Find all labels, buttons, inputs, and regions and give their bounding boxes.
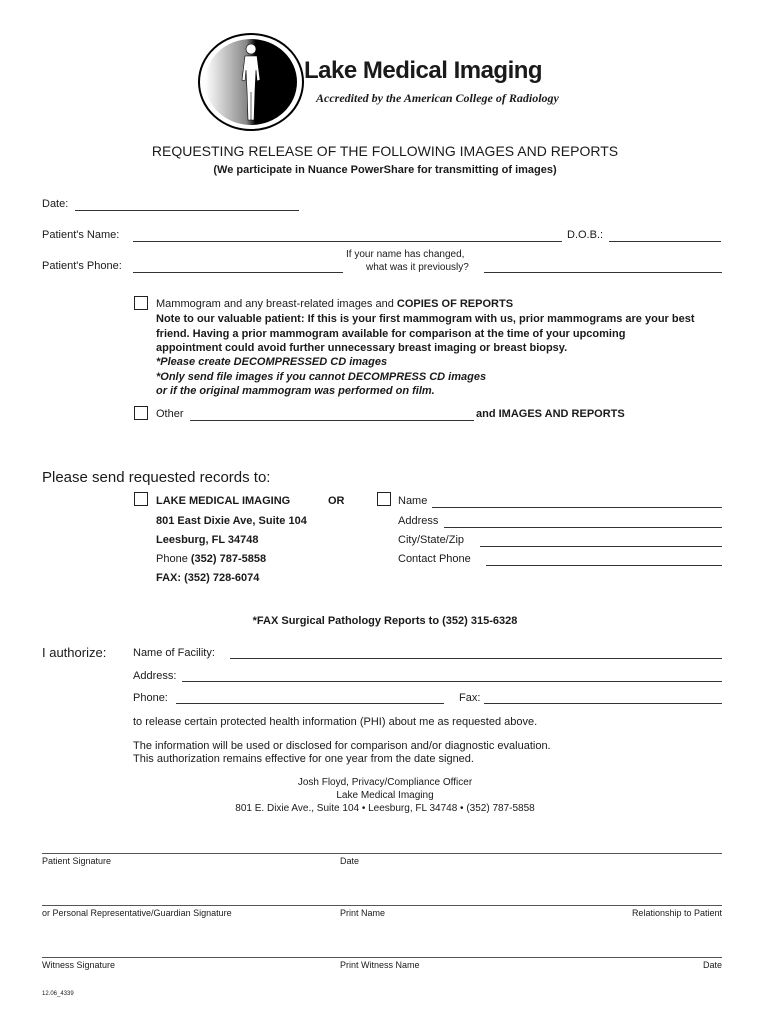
alt-address-field[interactable] [444, 527, 722, 528]
alt-phone-label: Contact Phone [398, 553, 471, 565]
auth-phone-label: Phone: [133, 692, 168, 704]
print-name-label: Print Name [340, 908, 386, 918]
authorize-label: I authorize: [42, 645, 107, 660]
form-title: REQUESTING RELEASE OF THE FOLLOWING IMAGES AND REPORTS [151, 143, 619, 159]
lmi-address: 801 East Dixie Ave, Suite 104 [156, 515, 307, 527]
lmi-name: LAKE MEDICAL IMAGING [156, 495, 291, 507]
witness-signature-label: Witness Signature [42, 960, 116, 970]
body-silhouette-logo-icon [196, 32, 306, 132]
org-name: Lake Medical Imaging [304, 57, 543, 84]
patient-name-field[interactable] [133, 241, 562, 242]
or-label: OR [328, 495, 345, 507]
mammogram-label [156, 298, 513, 310]
lmi-fax: FAX: (352) 728-6074 [156, 572, 260, 584]
note-line-5: *Only send file images if you cannot DECOMPRESS CD images [156, 371, 487, 383]
other-suffix: and IMAGES AND REPORTS [476, 408, 625, 420]
contact-line-2: Lake Medical Imaging [336, 790, 434, 801]
name-changed-line1: If your name has changed, [346, 249, 465, 260]
accreditation: Accredited by the American College of Radiology [316, 91, 559, 105]
auth-phone-field[interactable] [176, 703, 444, 704]
alt-city-field[interactable] [480, 546, 722, 547]
dob-label: D.O.B.: [567, 229, 604, 241]
previous-name-field[interactable] [484, 272, 722, 273]
witness-signature-line[interactable] [42, 957, 722, 958]
lmi-phone-number: (352) 787-5858 [190, 553, 267, 565]
send-to-heading: Please send requested records to: [42, 469, 271, 486]
release-text: to release certain protected health information (PHI) about me as requested above. [133, 716, 538, 728]
patient-signature-label: Patient Signature [42, 856, 112, 866]
patient-phone-field[interactable] [133, 272, 343, 273]
facility-label: Name of Facility: [133, 647, 215, 659]
lmi-checkbox[interactable] [134, 492, 148, 506]
dob-field[interactable] [609, 241, 721, 242]
fax-pathology-note: *FAX Surgical Pathology Reports to (352) 315-6328 [252, 615, 518, 627]
use-text: The information will be used or disclosed for comparison and/or diagnostic evaluation. [133, 740, 551, 752]
lmi-phone [156, 553, 266, 565]
other-checkbox[interactable] [134, 406, 148, 420]
contact-line-3: 801 E. Dixie Ave., Suite 104 • Leesburg, FL 34748 • (352) 787-5858 [235, 803, 535, 814]
date-label-1: Date [340, 856, 360, 866]
alt-phone-field[interactable] [486, 565, 722, 566]
logo [196, 32, 306, 132]
note-line-2: friend. Having a prior mammogram available for comparison at the time of your upcoming [156, 328, 626, 340]
alt-recipient-checkbox[interactable] [377, 492, 391, 506]
alt-city-label: City/State/Zip [398, 534, 465, 546]
effective-text: This authorization remains effective for one year from the date signed. [133, 753, 474, 765]
auth-address-label: Address: [133, 670, 177, 682]
print-witness-label: Print Witness Name [340, 960, 420, 970]
other-field[interactable] [190, 420, 474, 421]
relationship-label: Relationship to Patient [631, 908, 722, 918]
contact-line-1: Josh Floyd, Privacy/Compliance Officer [297, 777, 473, 788]
other-label: Other [156, 408, 184, 420]
note-line-6: or if the original mammogram was performed on film. [156, 385, 435, 397]
representative-signature-line[interactable] [42, 905, 722, 906]
date-field[interactable] [75, 210, 299, 211]
mammogram-checkbox[interactable] [134, 296, 148, 310]
form-subtitle: (We participate in Nuance PowerShare for transmitting of images) [213, 164, 557, 176]
note-line-1: Note to our valuable patient: If this is your first mammogram with us, prior mammograms are your best [156, 313, 695, 325]
alt-name-field[interactable] [432, 507, 722, 508]
patient-signature-line[interactable] [42, 853, 722, 854]
representative-signature-label: or Personal Representative/Guardian Signature [42, 908, 232, 918]
auth-fax-field[interactable] [484, 703, 722, 704]
note-line-4: *Please create DECOMPRESSED CD images [156, 356, 388, 368]
date-label: Date: [42, 198, 69, 210]
lmi-phone-label: Phone [156, 553, 191, 565]
lmi-city: Leesburg, FL 34748 [156, 534, 259, 546]
form-code: 12.06_4339 [42, 991, 74, 997]
patient-phone-label: Patient's Phone: [42, 260, 122, 272]
mammogram-label-text: Mammogram and any breast-related images and [156, 298, 397, 310]
name-changed-line2: what was it previously? [366, 262, 469, 273]
note-line-3: appointment could avoid further unnecessary breast imaging or breast biopsy. [156, 342, 568, 354]
date-label-2: Date [702, 960, 722, 970]
copies-of-reports-text: COPIES OF REPORTS [396, 298, 514, 310]
alt-address-label: Address [398, 515, 439, 527]
auth-address-field[interactable] [182, 681, 722, 682]
alt-name-label: Name [398, 495, 428, 507]
patient-name-label: Patient's Name: [42, 229, 120, 241]
facility-field[interactable] [230, 658, 722, 659]
auth-fax-label: Fax: [459, 692, 481, 704]
